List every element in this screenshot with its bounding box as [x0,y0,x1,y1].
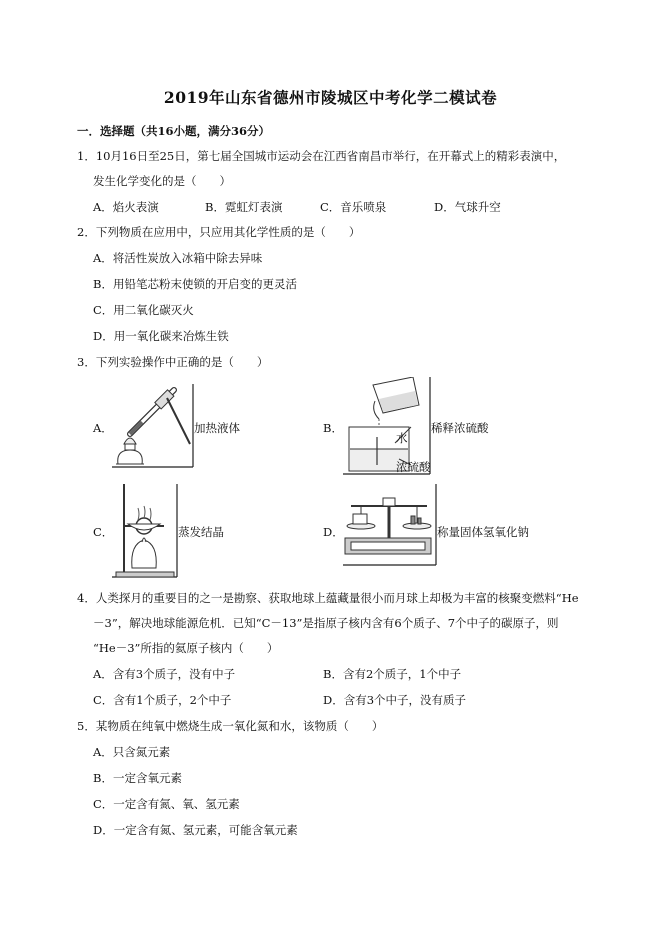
page-title: 2019年山东省德州市陵城区中考化学二模试卷 [163,88,498,107]
q3-option-b-letter: B． [323,421,343,435]
q3-stem: 3．下列实验操作中正确的是（ ） [77,355,269,369]
q2-option-d: D．用一氧化碳来冶炼生铁 [93,329,229,343]
q2-option-a: A．将活性炭放入冰箱中除去异味 [93,251,263,265]
q2-option-c: C．用二氧化碳灭火 [93,303,194,317]
q5-option-c: C．一定含有氮、氧、氢元素 [93,797,240,811]
section-heading: 一．选择题（共16小题，满分36分） [77,124,271,138]
q1-stem-line1: 1．10月16日至25日，第七届全国城市运动会在江西省南昌市举行，在开幕式上的精彩表演中， [77,149,566,163]
q3-option-a-caption: 加热液体 [194,421,240,435]
q5-option-d: D．一定含有氮、氢元素，可能含氧元素 [93,823,298,837]
q1-stem-line2: 发生化学变化的是（ ） [93,174,231,188]
q4-stem-line2: －3”，解决地球能源危机．已知“C－13”是指原子核内含有6个质子、7个中子的碳原子，则 [93,616,559,630]
q1-option-c: C．音乐喷泉 [320,200,387,214]
heating-liquid-figure [112,384,194,468]
q5-option-b: B．一定含氧元素 [93,771,182,785]
q4-option-c: C．含有1个质子，2个中子 [93,693,232,707]
q3-option-b-water-label: 水 [396,431,408,445]
q4-option-d: D．含有3个中子，没有质子 [323,693,467,707]
evaporation-figure [112,484,178,578]
q4-option-a: A．含有3个质子，没有中子 [93,667,236,681]
q5-stem: 5．某物质在纯氧中燃烧生成一氧化氮和水，该物质（ ） [77,719,384,733]
q1-option-a: A．焰火表演 [93,200,159,214]
balance-figure [343,484,437,566]
q2-stem: 2．下列物质在应用中，只应用其化学性质的是（ ） [77,225,361,239]
q4-stem-line1: 4．人类探月的重要目的之一是勘察、获取地球上蕴藏量很小而月球上却极为丰富的核聚变燃料“He [77,591,579,605]
q1-option-d: D．气球升空 [434,200,501,214]
q3-option-d-caption: 称量固体氢氧化钠 [437,525,529,539]
q3-option-b-caption: 稀释浓硫酸 [431,421,489,435]
q2-option-b: B．用铅笔芯粉末使锁的开启变的更灵活 [93,277,297,291]
q3-option-c-letter: C． [93,525,114,539]
q1-option-b: B．霓虹灯表演 [205,200,283,214]
q3-option-a-letter: A． [93,421,113,435]
q3-option-b-acid-label: 浓硫酸 [396,460,431,474]
q4-stem-line3: “He－3”所指的氦原子核内（ ） [93,641,279,655]
q3-option-d-letter: D． [323,525,344,539]
q5-option-a: A．只含氮元素 [93,745,171,759]
q3-option-c-caption: 蒸发结晶 [178,525,224,539]
q4-option-b: B．含有2个质子，1个中子 [323,667,462,681]
